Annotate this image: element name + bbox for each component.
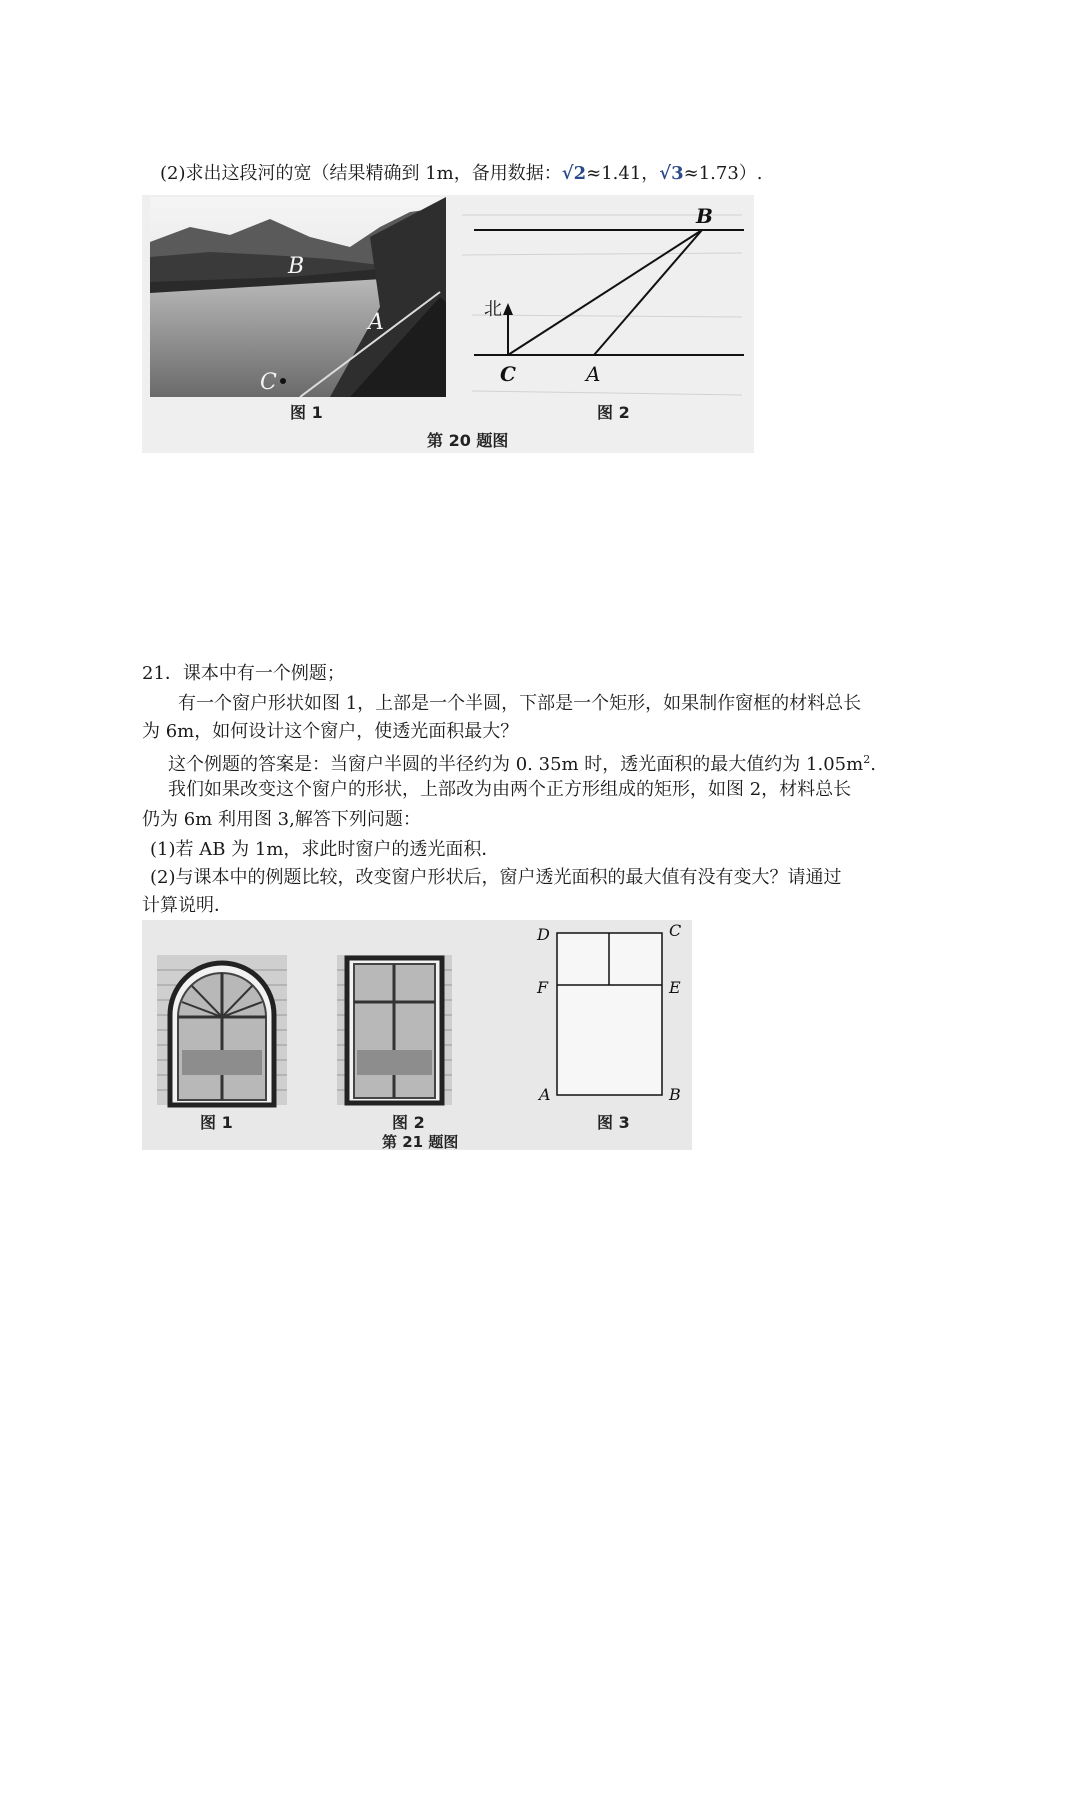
q21-p1-line2: 为 6m，如何设计这个窗户，使透光面积最大？ <box>142 721 519 742</box>
photo-point-C: C <box>260 370 277 395</box>
q21-figure <box>142 920 692 1150</box>
fig3-point-F: F <box>537 978 549 997</box>
q21-sub2-line2: 计算说明． <box>142 895 232 916</box>
arched-window-illustration <box>157 955 287 1105</box>
q21-p1-line1: 有一个窗户形状如图 1，上部是一个半圆，下部是一个矩形，如果制作窗框的材料总长 <box>178 693 862 714</box>
diagram-point-C: C <box>500 362 516 386</box>
q21-sub1: (1)若 AB 为 1m，求此时窗户的透光面积． <box>150 839 500 860</box>
fig3-point-E: E <box>669 978 681 997</box>
q21-p2: 这个例题的答案是：当窗户半圆的半径约为 0. 35m 时，透光面积的最大值约为 $1.05m^2$. <box>168 753 876 775</box>
q21-fig3-label: 图 3 <box>597 1113 630 1132</box>
photo-point-A: A <box>368 310 384 335</box>
river-diagram <box>464 205 754 405</box>
segment-CB <box>508 230 702 355</box>
fig3-point-A: A <box>539 1085 551 1104</box>
sqrt3-symbol: √3 <box>659 163 684 184</box>
window-frame-diagram <box>536 921 681 1104</box>
q21-fig2-label: 图 2 <box>392 1113 425 1132</box>
q20-fig2-label: 图 2 <box>597 403 630 422</box>
q20-fig1-label: 图 1 <box>290 403 323 422</box>
q21-sub2-line1: (2)与课本中的例题比较，改变窗户形状后，窗户透光面积的最大值有没有变大？请通过 <box>150 867 842 888</box>
diagram-point-A: A <box>586 362 601 386</box>
segment-AB <box>594 230 702 355</box>
q20-caption: 第 20 题图 <box>427 431 509 450</box>
q21-fig1-label: 图 1 <box>200 1113 233 1132</box>
photo-point-C-dot <box>280 378 286 384</box>
diagram-point-B: B <box>696 205 713 228</box>
fig3-point-B: B <box>669 1085 681 1104</box>
north-arrow-head <box>503 303 513 315</box>
q21-heading: 21．课本中有一个例题； <box>142 663 345 684</box>
q20-figure <box>142 195 754 453</box>
q21-p3-line1: 我们如果改变这个窗户的形状，上部改为由两个正方形组成的矩形，如图 2，材料总长 <box>168 779 852 800</box>
north-label: 北 <box>484 299 502 320</box>
photo-point-B: B <box>288 254 305 279</box>
sqrt2-symbol: √2 <box>561 163 587 184</box>
fig3-point-C: C <box>669 921 682 940</box>
rectangular-window-illustration <box>337 955 452 1105</box>
q21-p3-line2: 仍为 6m 利用图 3,解答下列问题： <box>142 809 421 830</box>
fig3-point-D: D <box>537 925 550 944</box>
river-photo <box>150 197 446 397</box>
q20-part2-text: (2)求出这段河的宽（结果精确到 1m，备用数据：√2≈1.41，√3≈1.73）. <box>160 163 763 184</box>
q21-caption: 第 21 题图 <box>382 1133 459 1150</box>
